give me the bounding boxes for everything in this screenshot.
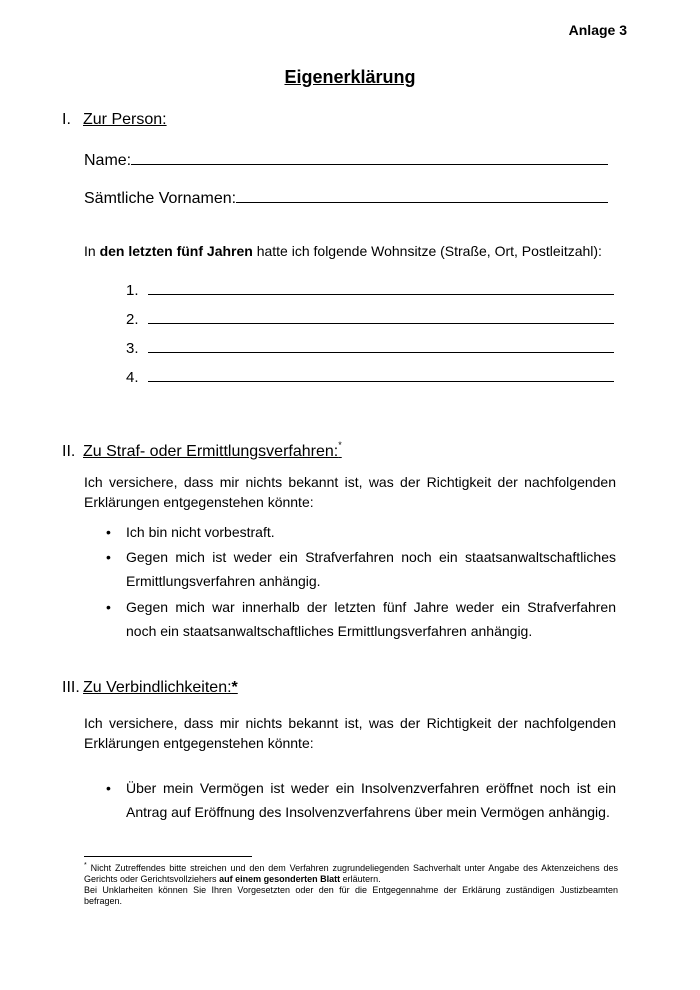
- footnote-divider: [84, 856, 252, 857]
- bullet-icon: •: [106, 524, 111, 540]
- residence-line-4[interactable]: [126, 366, 614, 386]
- section-2-title: Zu Straf- oder Ermittlungsverfahren:: [83, 443, 339, 460]
- attachment-label: Anlage 3: [568, 22, 627, 38]
- section-3-intro: Ich versichere, dass mir nichts bekannt ist, was der Richtigkeit der nachfolgenden Erklärungen entgegenstehen könnte:: [84, 715, 616, 751]
- residence-blank-line[interactable]: [148, 366, 614, 382]
- residence-line-2[interactable]: [126, 308, 614, 328]
- footnote-text-1: Nicht Zutreffendes bitte streichen und den dem Verfahren zugrundeliegenden Sachverhalt unter Angabe des Aktenzeichens des Gerichts oder Gerichtsvollziehers: [84, 863, 618, 884]
- vornamen-label: Sämtliche Vornamen:: [84, 190, 237, 207]
- section-2-bullet-3: [106, 595, 616, 643]
- residence-number: 1.: [126, 282, 139, 299]
- bullet-text: Ich bin nicht vorbestraft.: [126, 524, 275, 540]
- residence-blank-line[interactable]: [148, 279, 614, 295]
- section-3-title: Zu Verbindlichkeiten:: [83, 679, 232, 696]
- residence-line-1[interactable]: [126, 279, 614, 299]
- bullet-icon: •: [106, 599, 111, 615]
- section-2-intro: Ich versichere, dass mir nichts bekannt ist, was der Richtigkeit der nachfolgenden Erklärungen entgegenstehen könnte:: [84, 474, 616, 510]
- vornamen-blank-line[interactable]: [236, 187, 608, 203]
- name-blank-line[interactable]: [131, 149, 608, 165]
- section-1-title: Zur Person:: [83, 111, 167, 128]
- section-2-bullet-1: [106, 520, 616, 544]
- residence-intro-pre: In: [84, 243, 100, 259]
- residence-number: 2.: [126, 311, 139, 328]
- residence-blank-line[interactable]: [148, 308, 614, 324]
- footnote-text-bold: auf einem gesonderten Blatt: [219, 874, 341, 884]
- name-label: Name:: [84, 152, 132, 169]
- bullet-icon: •: [106, 549, 111, 565]
- residence-number: 4.: [126, 369, 139, 386]
- section-2-number: II.: [62, 443, 76, 460]
- section-1-number: I.: [62, 111, 71, 128]
- footnote-text-2: Bei Unklarheiten können Sie Ihren Vorgesetzten oder den für die Entgegennahme der Erklärung zuständigen Justizbeamten befragen.: [84, 885, 618, 906]
- section-2-bullet-2: [106, 545, 616, 593]
- bullet-icon: •: [106, 780, 111, 796]
- residence-intro-bold: den letzten fünf Jahren: [99, 243, 253, 259]
- residence-number: 3.: [126, 340, 139, 357]
- residence-intro: [84, 241, 624, 261]
- residence-blank-line[interactable]: [148, 337, 614, 353]
- footnote-marker: *: [338, 440, 342, 450]
- section-3-asterisk: *: [231, 679, 238, 696]
- section-1-heading: [62, 111, 167, 129]
- section-3-number: III.: [62, 679, 80, 696]
- bullet-text: Gegen mich ist weder ein Strafverfahren noch ein staatsanwaltschaftliches Ermittlungsverfahren anhängig.: [126, 549, 616, 589]
- residence-line-3[interactable]: [126, 337, 614, 357]
- name-field[interactable]: [84, 149, 608, 170]
- footnote-mark: *: [84, 862, 87, 869]
- section-3-bullet-1: [106, 776, 616, 824]
- section-2-heading: [62, 440, 342, 461]
- vornamen-field[interactable]: [84, 187, 608, 208]
- footnote-text-1-end: erläutern.: [340, 874, 381, 884]
- bullet-text: Über mein Vermögen ist weder ein Insolvenzverfahren eröffnet noch ist ein Antrag auf Eröffnung des Insolvenzverfahrens über mein Vermögen anhängig.: [126, 780, 616, 820]
- residence-intro-post: hatte ich folgende Wohnsitze (Straße, Ort, Postleitzahl):: [252, 243, 602, 259]
- section-3-heading: [62, 679, 238, 697]
- page-title: Eigenerklärung: [284, 67, 416, 87]
- bullet-text: Gegen mich war innerhalb der letzten fünf Jahre weder ein Strafverfahren noch ein staatsanwaltschaftliches Ermittlungsverfahren anhängig.: [126, 599, 616, 639]
- footnote: [84, 860, 618, 907]
